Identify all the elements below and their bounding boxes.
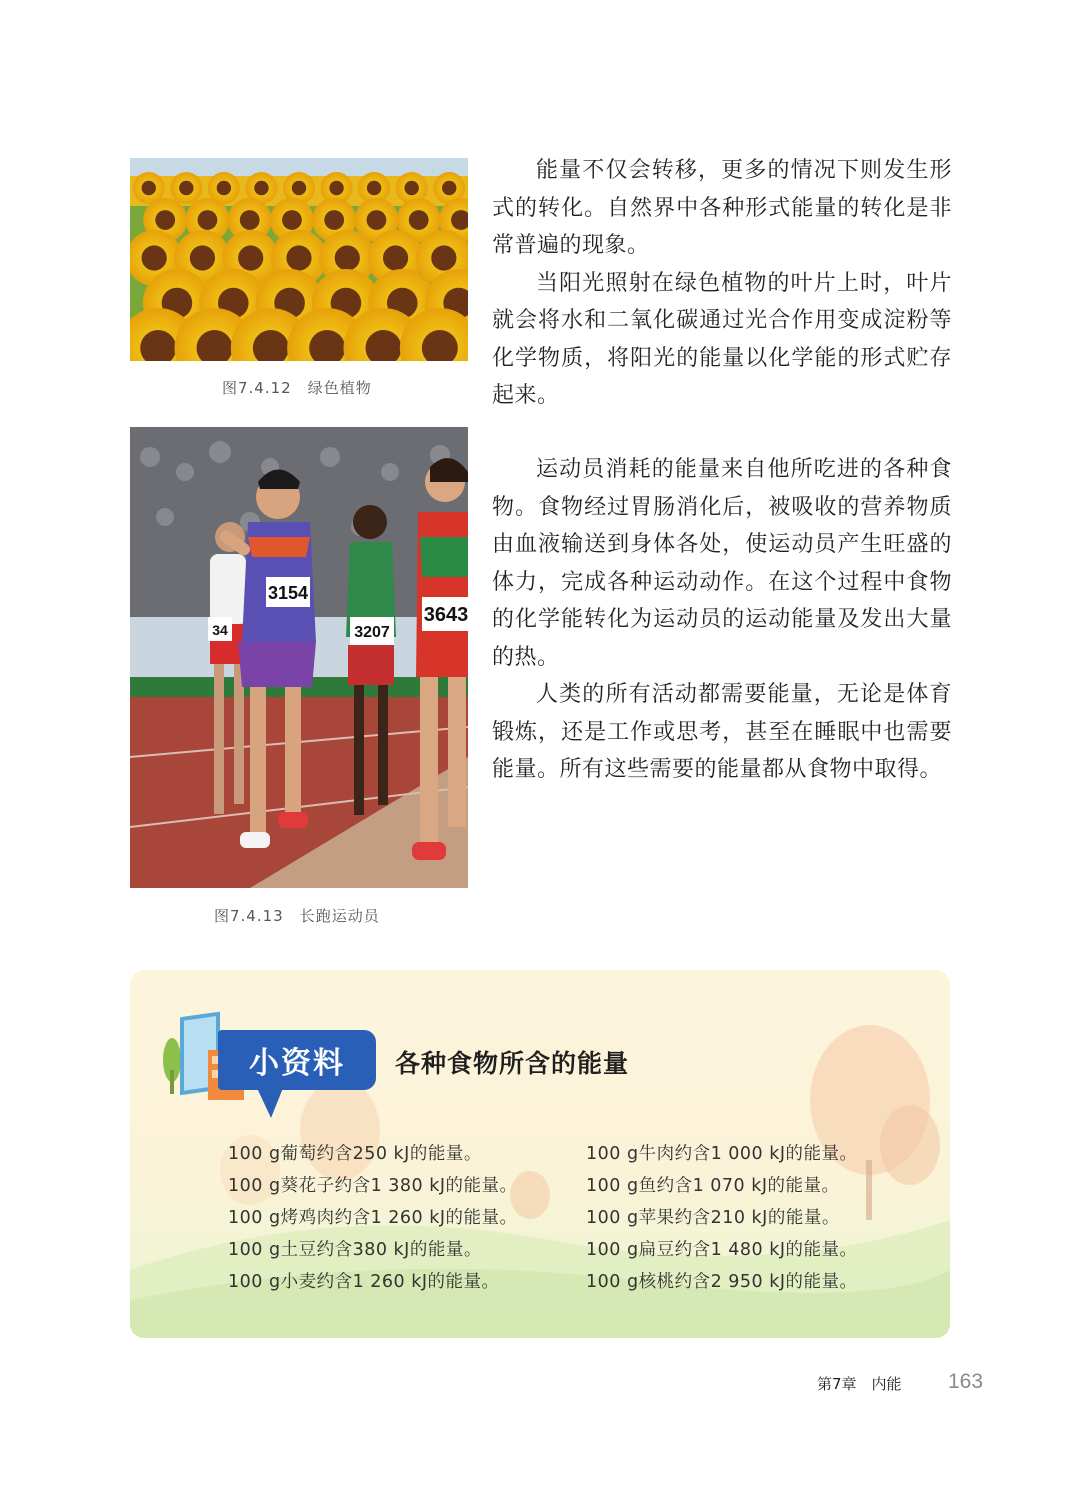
info-title: 各种食物所含的能量	[395, 1049, 630, 1078]
list-item: 100 g葡萄约含250 kJ的能量。	[228, 1144, 482, 1164]
bib-number-34: 34	[212, 622, 228, 638]
sunflower-center	[367, 210, 387, 230]
list-item: 100 g核桃约含2 950 kJ的能量。	[586, 1272, 858, 1292]
sunflower-center	[367, 181, 381, 195]
sunflower-center	[198, 210, 218, 230]
chapter-label: 第7章 内能	[817, 1375, 902, 1393]
sunflower-center	[292, 181, 306, 195]
list-item: 100 g小麦约含1 260 kJ的能量。	[228, 1272, 500, 1292]
sunflower-center	[282, 210, 302, 230]
sunflower-field-image	[130, 158, 468, 361]
info-box-food-energy	[130, 970, 950, 1338]
sunflower-center	[442, 181, 456, 195]
figure-caption-sunflowers: 图7.4.12 绿色植物	[222, 379, 372, 397]
figure-runners	[130, 427, 468, 888]
list-item: 100 g葵花子约含1 380 kJ的能量。	[228, 1176, 518, 1196]
list-item: 100 g烤鸡肉约含1 260 kJ的能量。	[228, 1208, 518, 1228]
sunflower-center	[142, 245, 167, 270]
sunflower-center	[324, 210, 344, 230]
sunflower-center	[409, 210, 429, 230]
sunflower-center	[431, 245, 456, 270]
sunflower-center	[240, 210, 260, 230]
paragraph: 能量不仅会转移，更多的情况下则发生形式的转化。自然界中各种形式能量的转化是非常普遍的现象。	[492, 158, 952, 258]
food-energy-list-right	[586, 1138, 858, 1298]
list-item: 100 g土豆约含380 kJ的能量。	[228, 1240, 482, 1260]
sunflower-center	[155, 210, 175, 230]
sunflower-center	[190, 245, 215, 270]
list-item: 100 g鱼约含1 070 kJ的能量。	[586, 1176, 840, 1196]
list-item: 100 g牛肉约含1 000 kJ的能量。	[586, 1144, 858, 1164]
list-item: 100 g苹果约含210 kJ的能量。	[586, 1208, 840, 1228]
sunflower-center	[142, 181, 156, 195]
runners-image	[130, 427, 468, 888]
sunflower-center	[404, 181, 418, 195]
page-number: 163	[948, 1370, 984, 1393]
figure-caption-runners: 图7.4.13 长跑运动员	[214, 907, 380, 925]
sunflower-center	[335, 245, 360, 270]
speech-bubble-tail	[255, 1088, 285, 1120]
paragraph: 人类的所有活动都需要能量，无论是体育锻炼，还是工作或思考，甚至在睡眠中也需要能量。所有这些需要的能量都从食物中取得。	[492, 682, 952, 782]
bib-number-3207: 3207	[354, 624, 390, 641]
sunflower-center	[179, 181, 193, 195]
sunflower-center	[286, 245, 311, 270]
paragraph: 当阳光照射在绿色植物的叶片上时，叶片就会将水和二氧化碳通过光合作用变成淀粉等化学物质，将阳光的能量以化学能的形式贮存起来。	[492, 270, 952, 408]
sunflower-center	[383, 245, 408, 270]
info-badge: 小资料	[218, 1030, 376, 1090]
bib-number-3154: 3154	[267, 583, 309, 603]
sunflower-center	[254, 181, 268, 195]
text-block-energy-conversion	[492, 152, 952, 415]
text-block-athlete-energy	[492, 451, 952, 789]
sunflower-center	[217, 181, 231, 195]
bib-number-3643: 3643	[423, 604, 468, 626]
paragraph: 运动员消耗的能量来自他所吃进的各种食物。食物经过胃肠消化后，被吸收的营养物质由血液输送到身体各处，使运动员产生旺盛的体力，完成各种运动动作。在这个过程中食物的化学能转化为运动员的运动能量及发出大量的热。	[492, 457, 952, 670]
list-item: 100 g扁豆约含1 480 kJ的能量。	[586, 1240, 858, 1260]
food-energy-list-left	[228, 1138, 518, 1298]
figure-sunflowers	[130, 158, 468, 361]
sunflower-center	[329, 181, 343, 195]
sunflower-center	[238, 245, 263, 270]
